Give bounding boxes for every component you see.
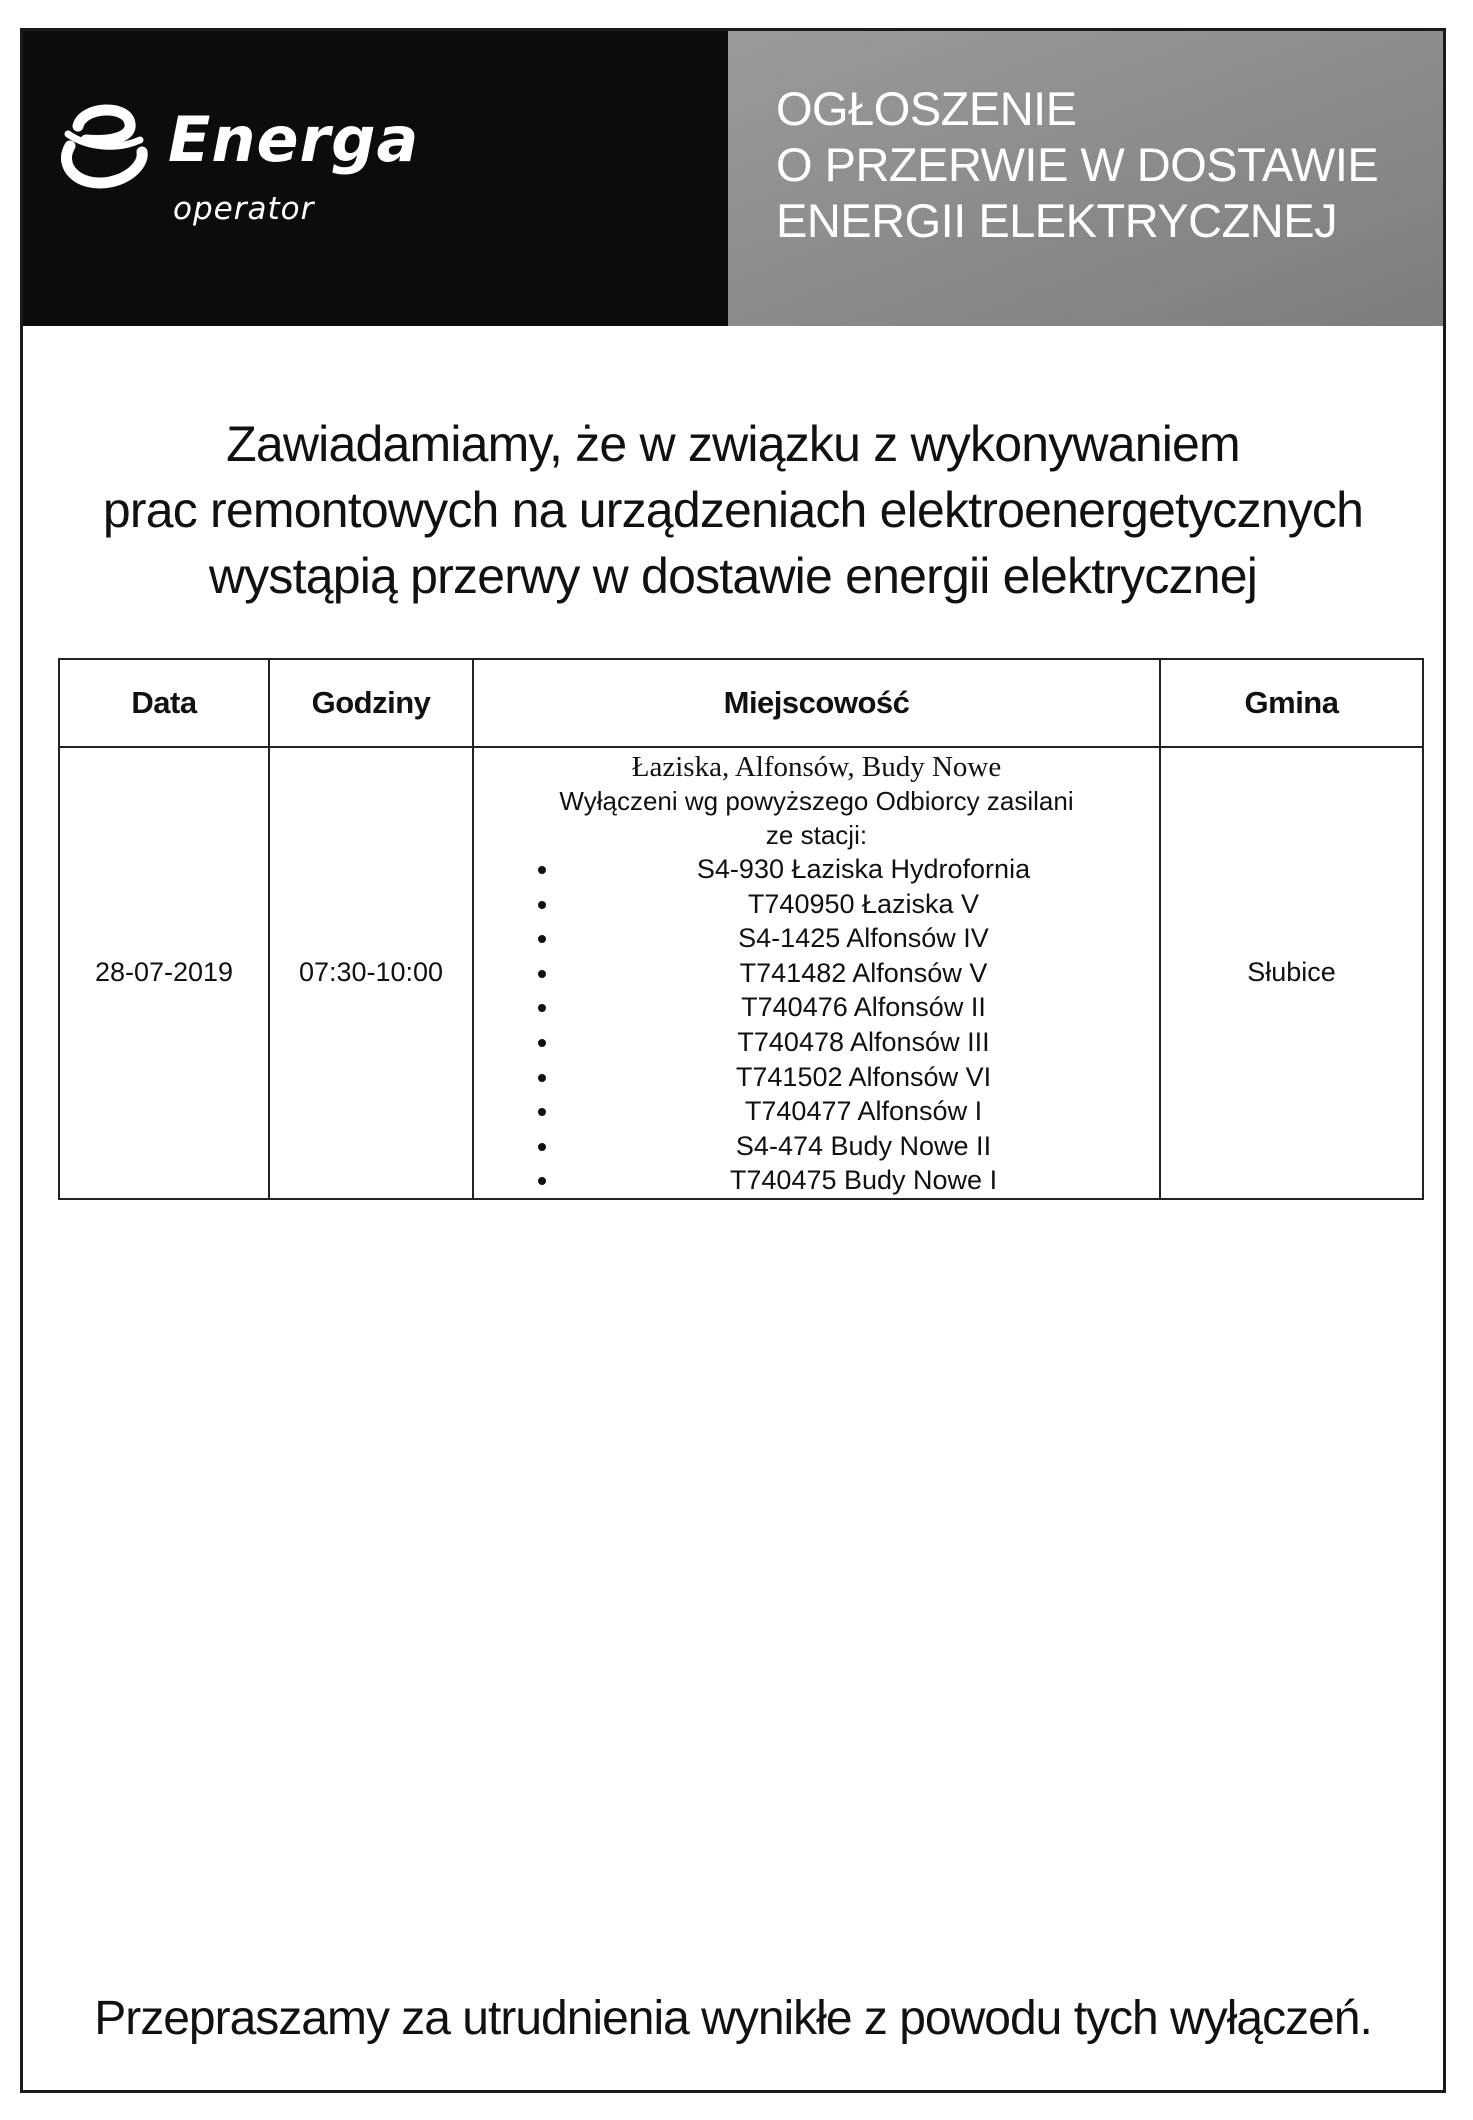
intro-text <box>23 411 1443 609</box>
intro-line: Zawiadamiamy, że w związku z wykonywaniem <box>226 416 1240 472</box>
station-item: T740478 Alfonsów III <box>482 1025 1151 1060</box>
title-line: ENERGII ELEKTRYCZNEJ <box>776 194 1338 247</box>
title-line: OGŁOSZENIE <box>776 82 1077 135</box>
energa-logo-icon <box>48 96 153 196</box>
announcement-title-block <box>728 31 1443 326</box>
table-row <box>59 747 1423 1199</box>
header-hours: Godziny <box>269 659 473 747</box>
cell-commune: Słubice <box>1160 747 1423 1199</box>
announcement-title <box>776 81 1378 249</box>
station-item: T741502 Alfonsów VI <box>482 1060 1151 1095</box>
header-band <box>23 31 1443 326</box>
header-date: Data <box>59 659 269 747</box>
table-header-row <box>59 659 1423 747</box>
outage-table <box>58 658 1424 1200</box>
cell-hours: 07:30-10:00 <box>269 747 473 1199</box>
title-line: O PRZERWIE W DOSTAWIE <box>776 138 1379 191</box>
station-item: T740950 Łaziska V <box>482 887 1151 922</box>
station-item: T740477 Alfonsów I <box>482 1094 1151 1129</box>
apology-text: Przepraszamy za utrudnienia wynikłe z powodu tych wyłączeń. <box>94 1992 1372 2045</box>
brand-name: Energa <box>168 103 420 176</box>
header-commune: Gmina <box>1160 659 1423 747</box>
station-item: T740476 Alfonsów II <box>482 990 1151 1025</box>
station-item: T741482 Alfonsów V <box>482 956 1151 991</box>
station-item: S4-1425 Alfonsów IV <box>482 921 1151 956</box>
station-list <box>482 852 1151 1198</box>
cell-locations <box>473 747 1160 1199</box>
location-names: Łaziska, Alfonsów, Budy Nowe <box>631 751 1002 783</box>
station-item: S4-930 Łaziska Hydrofornia <box>482 852 1151 887</box>
station-item: T740475 Budy Nowe I <box>482 1163 1151 1198</box>
station-item: S4-474 Budy Nowe II <box>482 1129 1151 1164</box>
header-location: Miejscowość <box>473 659 1160 747</box>
location-note-line: Wyłączeni wg powyższego Odbiorcy zasilani <box>559 786 1074 816</box>
brand-subtitle: operator <box>173 191 315 227</box>
intro-line: prac remontowych na urządzeniach elektroenergetycznych <box>102 482 1364 538</box>
location-note-line: ze stacji: <box>765 820 868 850</box>
intro-line: wystąpią przerwy w dostawie energii elektrycznej <box>208 548 1258 604</box>
cell-date: 28-07-2019 <box>59 747 269 1199</box>
notice-page <box>20 28 1446 2093</box>
logo-block <box>23 31 728 326</box>
